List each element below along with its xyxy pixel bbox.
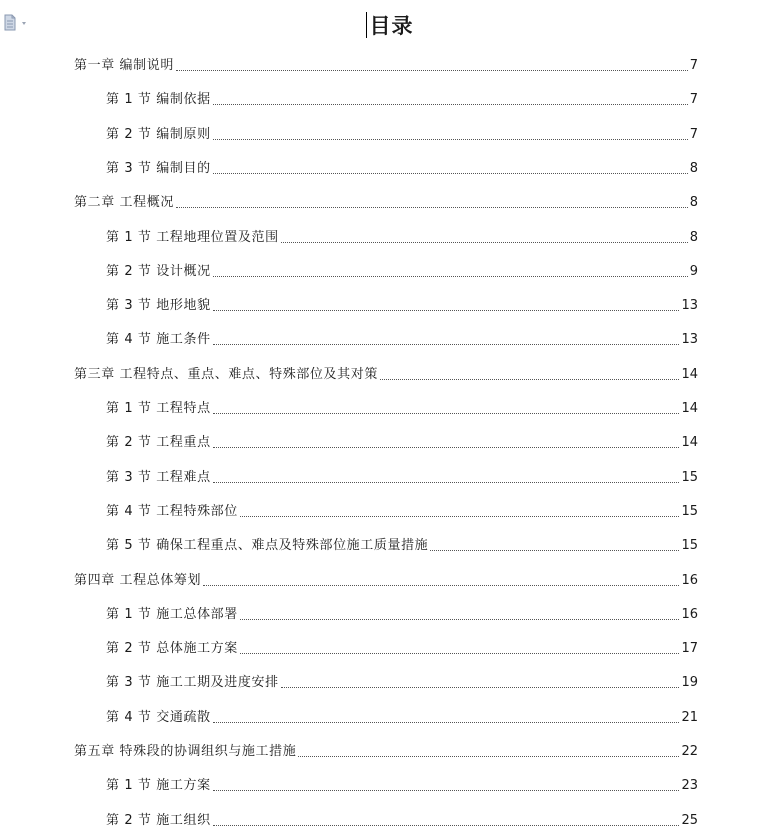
- toc-entry-label: 第 3 节 工程难点: [106, 470, 211, 485]
- toc-section-entry[interactable]: [106, 502, 698, 522]
- toc-dot-leader: [213, 790, 680, 791]
- toc-page-number: 9: [689, 264, 698, 279]
- document-title[interactable]: [366, 10, 414, 40]
- toc-page-number: 15: [681, 470, 698, 485]
- toc-section-entry[interactable]: [106, 228, 698, 248]
- toc-page-number: 14: [681, 435, 698, 450]
- toc-section-entry[interactable]: [106, 811, 698, 831]
- toc-section-entry[interactable]: [106, 776, 698, 796]
- toc-page-number: 13: [681, 332, 698, 347]
- toc-entry-label: 第 1 节 施工方案: [106, 778, 211, 793]
- document-title-text: 目录: [369, 13, 414, 38]
- toc-section-entry[interactable]: [106, 639, 698, 659]
- toc-section-entry[interactable]: [106, 673, 698, 693]
- toc-entry-label: 第 2 节 工程重点: [106, 435, 211, 450]
- toc-page-number: 15: [681, 504, 698, 519]
- toc-section-entry[interactable]: [106, 468, 698, 488]
- toc-dot-leader: [213, 276, 688, 277]
- toc-entry-label: 第五章 特殊段的协调组织与施工措施: [74, 744, 297, 759]
- toc-section-entry[interactable]: [106, 262, 698, 282]
- toc-section-entry[interactable]: [106, 296, 698, 316]
- toc-dot-leader: [176, 207, 688, 208]
- toc-page-number: 13: [681, 298, 698, 313]
- toc-page-number: 17: [681, 641, 698, 656]
- toc-dot-leader: [240, 619, 680, 620]
- toc-entry-label: 第 2 节 设计概况: [106, 264, 211, 279]
- toc-entry-label: 第二章 工程概况: [74, 195, 174, 210]
- toc-entry-label: 第 1 节 工程特点: [106, 401, 211, 416]
- toc-dot-leader: [240, 516, 680, 517]
- toc-entry-label: 第 5 节 确保工程重点、难点及特殊部位施工质量措施: [106, 538, 429, 553]
- toc-dot-leader: [380, 379, 680, 380]
- toc-dot-leader: [281, 242, 688, 243]
- text-cursor: [366, 12, 367, 38]
- toc-dot-leader: [240, 653, 680, 654]
- toc-dot-leader: [281, 687, 680, 688]
- toc-dot-leader: [213, 482, 680, 483]
- toc-entry-label: 第 3 节 施工工期及进度安排: [106, 675, 279, 690]
- toc-dot-leader: [298, 756, 679, 757]
- toc-entry-label: 第一章 编制说明: [74, 58, 174, 73]
- title-container: [0, 10, 779, 40]
- toc-entry-label: 第 3 节 地形地貌: [106, 298, 211, 313]
- toc-entry-label: 第 1 节 工程地理位置及范围: [106, 230, 279, 245]
- toc-entry-label: 第三章 工程特点、重点、难点、特殊部位及其对策: [74, 367, 378, 382]
- toc-dot-leader: [430, 550, 679, 551]
- toc-chapter-entry[interactable]: [74, 742, 698, 762]
- toc-page-number: 8: [689, 195, 698, 210]
- toc-dot-leader: [176, 70, 688, 71]
- toc-section-entry[interactable]: [106, 605, 698, 625]
- toc-page-number: 8: [689, 230, 698, 245]
- toc-page-number: 16: [681, 573, 698, 588]
- toc-section-entry[interactable]: [106, 330, 698, 350]
- toc-chapter-entry[interactable]: [74, 365, 698, 385]
- toc-page-number: 14: [681, 367, 698, 382]
- toc-entry-label: 第 1 节 施工总体部署: [106, 607, 238, 622]
- toc-entry-label: 第 3 节 编制目的: [106, 161, 211, 176]
- toc-entry-label: 第 2 节 编制原则: [106, 127, 211, 142]
- toc-dot-leader: [213, 173, 688, 174]
- toc-page-number: 14: [681, 401, 698, 416]
- toc-entry-label: 第 4 节 交通疏散: [106, 710, 211, 725]
- toc-dot-leader: [213, 447, 680, 448]
- toc-chapter-entry[interactable]: [74, 193, 698, 213]
- toc-chapter-entry[interactable]: [74, 56, 698, 76]
- toc-entry-label: 第 2 节 总体施工方案: [106, 641, 238, 656]
- toc-section-entry[interactable]: [106, 536, 698, 556]
- toc-chapter-entry[interactable]: [74, 571, 698, 591]
- toc-page-number: 16: [681, 607, 698, 622]
- toc-section-entry[interactable]: [106, 708, 698, 728]
- toc-section-entry[interactable]: [106, 399, 698, 419]
- toc-page-number: 23: [681, 778, 698, 793]
- toc-page-number: 22: [681, 744, 698, 759]
- toc-entry-label: 第 4 节 施工条件: [106, 332, 211, 347]
- toc-section-entry[interactable]: [106, 90, 698, 110]
- toc-dot-leader: [213, 722, 680, 723]
- toc-page-number: 7: [689, 58, 698, 73]
- toc-entry-label: 第 2 节 施工组织: [106, 813, 211, 828]
- toc-dot-leader: [213, 344, 680, 345]
- toc-section-entry[interactable]: [106, 433, 698, 453]
- toc-entry-label: 第 1 节 编制依据: [106, 92, 211, 107]
- toc-entry-label: 第 4 节 工程特殊部位: [106, 504, 238, 519]
- toc-page-number: 21: [681, 710, 698, 725]
- toc-page-number: 7: [689, 92, 698, 107]
- toc-dot-leader: [213, 413, 680, 414]
- toc-section-entry[interactable]: [106, 159, 698, 179]
- toc-page-number: 8: [689, 161, 698, 176]
- toc-dot-leader: [213, 310, 680, 311]
- toc-dot-leader: [213, 139, 688, 140]
- toc-dot-leader: [213, 825, 680, 826]
- toc-dot-leader: [213, 104, 688, 105]
- toc-dot-leader: [203, 585, 679, 586]
- toc-section-entry[interactable]: [106, 125, 698, 145]
- toc-page-number: 15: [681, 538, 698, 553]
- toc-page-number: 19: [681, 675, 698, 690]
- toc-page-number: 25: [681, 813, 698, 828]
- toc-page-number: 7: [689, 127, 698, 142]
- toc-entry-label: 第四章 工程总体筹划: [74, 573, 202, 588]
